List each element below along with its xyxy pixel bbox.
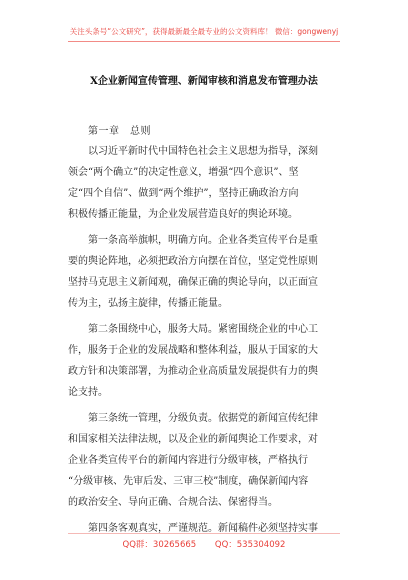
document-title: X企业新闻宣传管理、新闻审核和消息发布管理办法 [90,76,318,87]
paragraph-line: 第一条高举旗帜，明确方向。企业各类宣传平台是重 [88,235,318,246]
qq-group-number: QQ群：30265665 [122,540,197,550]
qq-number: QQ：535304092 [214,540,286,550]
paragraph-line: 作，服务于企业的发展战略和整体利益，服从于国家的大 [68,345,318,356]
chapter-heading: 第一章 总则 [88,126,151,137]
paragraph-line: 以习近平新时代中国特色社会主义思想为指导，深刻 [88,146,318,157]
paragraph-line: 和国家相关法律法规，以及企业的新闻舆论工作要求，对 [68,434,318,445]
paragraph [68,141,340,225]
header-divider [68,41,340,42]
header-notice: 关注头条号“公文研究”，获得最新最全最专业的公文资料库！ 微信：gongwenyj [69,27,339,36]
paragraph-line: 的政治安全、导向正确、合规合法、保密得当。 [68,497,278,508]
paragraph-line: 政方针和决策部署，为推动企业高质量发展提供有力的舆 [68,366,318,377]
paragraph-line: 坚持马克思主义新闻观，确保正确的舆论导向，以正面宣 [68,277,318,288]
paragraph-line: 第四条客观真实，严谨规范。新闻稿件必须坚持实事 [88,523,318,534]
paragraph-line: 传为主，弘扬主旋律，传播正能量。 [68,298,228,309]
paragraph-line: 积极传播正能量，为企业发展营造良好的舆论环境。 [68,209,298,220]
paragraph [68,230,340,314]
paragraph-line: “分级审核、先审后发、三审三校”制度，确保新闻内容 [68,476,309,487]
paragraph [68,408,340,513]
paragraph-line: 领会“两个确立”的决定性意义，增强“四个意识”、坚 [68,167,299,178]
document-body [68,141,340,544]
paragraph-line: 定“四个自信”、做到“两个维护”，坚持正确政治方向 [68,188,299,199]
paragraph [68,518,340,539]
paragraph-line: 企业各类宣传平台的新闻内容进行分级审核，严格执行 [68,455,308,466]
paragraph-line: 第三条统一管理，分级负责。依据党的新闻宣传纪律 [88,413,318,424]
paragraph-line: 第二条围绕中心，服务大局。紧密围绕企业的中心工 [88,324,318,335]
paragraph-line: 论支持。 [68,387,108,398]
paragraph-line: 要的舆论阵地，必须把政治方向摆在首位，坚定党性原则 [68,256,318,267]
paragraph [68,319,340,403]
footer-contact [0,538,408,550]
footer-divider [68,533,340,534]
